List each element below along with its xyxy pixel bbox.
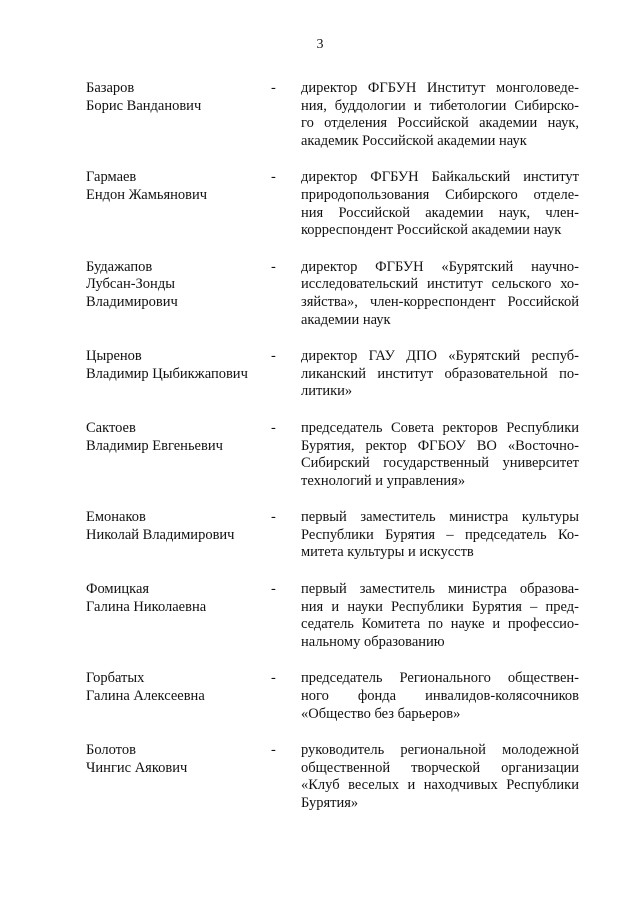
- member-position-line: природопользования Сибирского отделе-: [301, 186, 579, 203]
- member-name-line: Галина Николаевна: [86, 598, 207, 615]
- member-position-line: технологий и управления»: [301, 472, 466, 489]
- member-name-line: Владимирович: [86, 293, 178, 310]
- member-name-line: Гармаев: [86, 169, 137, 186]
- separator-dash: -: [271, 258, 276, 275]
- member-name: [86, 742, 256, 777]
- member-position-line: первый заместитель министра образова-: [301, 581, 579, 598]
- member-position: [301, 348, 579, 401]
- member-entry: [0, 670, 640, 723]
- member-name: [86, 169, 256, 204]
- member-name-line: Владимир Евгеньевич: [86, 437, 223, 454]
- member-position: [301, 742, 579, 812]
- member-name-line: Лубсан-Зонды: [86, 276, 175, 293]
- member-name-line: Сактоев: [86, 419, 136, 436]
- member-position: [301, 509, 579, 562]
- member-name: [86, 259, 256, 312]
- member-name-line: Базаров: [86, 80, 135, 96]
- member-position-line: седатель Комитета по науке и профессио-: [301, 616, 579, 633]
- separator-dash: -: [271, 80, 276, 96]
- member-name: [86, 348, 256, 383]
- member-name: [86, 509, 256, 544]
- member-position-line: «Клуб веселых и находчивых Республики: [301, 777, 579, 794]
- member-name-line: Николай Владимирович: [86, 526, 235, 543]
- member-position-line: председатель Регионального обществен-: [301, 670, 579, 687]
- separator-dash: -: [271, 419, 276, 436]
- member-position-line: директор ФГБУН Институт монголоведе-: [301, 80, 579, 96]
- separator-dash: -: [271, 509, 276, 526]
- member-position-line: директор ФГБУН Байкальский институт: [301, 169, 579, 186]
- member-entry: [0, 169, 640, 239]
- member-entry: [0, 509, 640, 562]
- member-position-line: зяйства», член-корреспондент Российской: [301, 293, 579, 310]
- member-entry: [0, 581, 640, 651]
- member-position-line: председатель Совета ректоров Республики: [301, 419, 579, 436]
- member-name-line: Чингис Аякович: [86, 759, 188, 776]
- separator-dash: -: [271, 169, 276, 186]
- member-position-line: ликанский институт образовательной по-: [301, 365, 579, 382]
- member-entry: [0, 259, 640, 329]
- separator-dash: -: [271, 742, 276, 759]
- member-name-line: Цыренов: [86, 348, 142, 365]
- member-position-line: ния, буддологии и тибетологии Сибирско-: [301, 97, 579, 114]
- member-position: [301, 670, 579, 723]
- member-name: [86, 80, 256, 115]
- member-name-line: Борис Ванданович: [86, 97, 202, 114]
- member-position: [301, 80, 579, 150]
- member-position: [301, 581, 579, 651]
- member-name-line: Фомицкая: [86, 581, 150, 598]
- member-position-line: ния и науки Республики Бурятия – пред-: [301, 598, 579, 615]
- member-name-line: Ендон Жамьянович: [86, 186, 208, 203]
- member-position-line: нальному образованию: [301, 633, 445, 650]
- member-name: [86, 670, 256, 705]
- member-position-line: директор ГАУ ДПО «Бурятский респуб-: [301, 348, 579, 365]
- member-entry: [0, 348, 640, 401]
- member-position-line: «Общество без барьеров»: [301, 705, 461, 722]
- member-position-line: академик Российской академии наук: [301, 132, 527, 149]
- member-position-line: ного фонда инвалидов-колясочников: [301, 688, 579, 705]
- member-entry: [0, 80, 640, 150]
- member-name-line: Горбатых: [86, 670, 145, 687]
- separator-dash: -: [271, 581, 276, 598]
- member-position-line: руководитель региональной молодежной: [301, 742, 579, 759]
- member-name-line: Будажапов: [86, 258, 153, 275]
- member-position-line: общественной творческой организации: [301, 759, 579, 776]
- member-position-line: директор ФГБУН «Бурятский научно-: [301, 258, 579, 275]
- member-entry: [0, 420, 640, 490]
- member-position-line: митета культуры и искусств: [301, 544, 474, 561]
- member-position-line: Бурятия, ректор ФГБОУ ВО «Восточно-: [301, 437, 579, 454]
- member-position: [301, 169, 579, 239]
- member-position: [301, 259, 579, 329]
- member-position-line: исследовательский институт сельского хо-: [301, 276, 579, 293]
- member-name-line: Владимир Цыбикжапович: [86, 365, 248, 382]
- member-position-line: Республики Бурятия – председатель Ко-: [301, 526, 579, 543]
- page-number: 3: [316, 37, 324, 52]
- member-list: [0, 80, 640, 832]
- member-position-line: первый заместитель министра культуры: [301, 509, 579, 526]
- member-entry: [0, 742, 640, 812]
- separator-dash: -: [271, 348, 276, 365]
- member-position: [301, 420, 579, 490]
- member-name-line: Галина Алексеевна: [86, 688, 205, 705]
- member-name: [86, 581, 256, 616]
- member-name-line: Емонаков: [86, 509, 146, 526]
- member-name: [86, 420, 256, 455]
- separator-dash: -: [271, 670, 276, 687]
- member-name-line: Болотов: [86, 742, 136, 759]
- member-position-line: корреспондент Российской академии наук: [301, 222, 562, 239]
- member-position-line: академии наук: [301, 311, 391, 328]
- member-position-line: го отделения Российской академии наук,: [301, 115, 579, 132]
- member-position-line: ния Российской академии наук, член-: [301, 204, 579, 221]
- member-position-line: Сибирский государственный университет: [301, 455, 579, 472]
- member-position-line: литики»: [301, 383, 353, 400]
- member-position-line: Бурятия»: [301, 795, 359, 811]
